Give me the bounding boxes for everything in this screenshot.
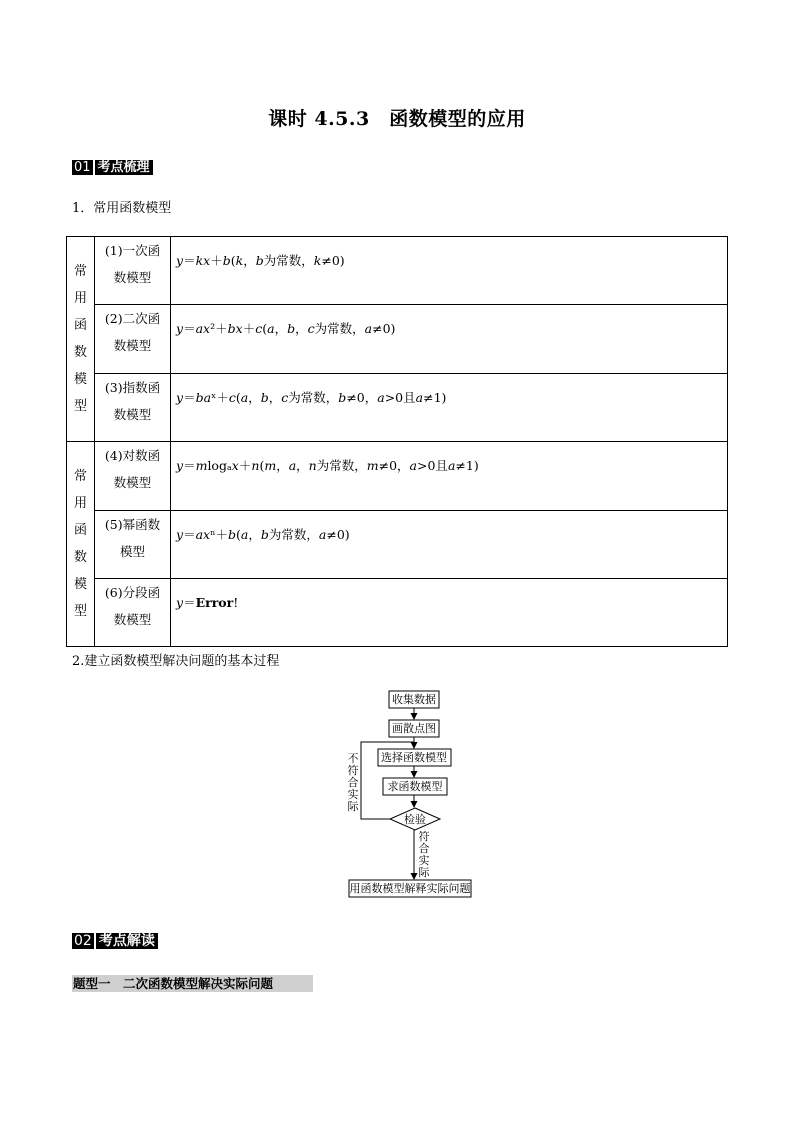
flow-label-not-fit: 不: [347, 752, 359, 765]
section-header-2: [72, 931, 158, 951]
flow-step-explain: 用函数模型解释实际问题: [349, 882, 471, 895]
flow-step-scatter-box: [389, 720, 439, 737]
flow-step-check-diamond: [390, 808, 440, 830]
flow-step-collect: 收集数据: [392, 693, 436, 706]
flow-step-explain-box: [349, 880, 471, 897]
flow-label-fit: 合: [418, 842, 430, 855]
subheading-common-models: 1．常用函数模型: [72, 201, 172, 216]
flow-label-not-fit: 符: [347, 764, 359, 777]
function-models-table: [66, 236, 728, 647]
flow-label-fit: 际: [418, 866, 430, 879]
section-label: 考点梳理: [95, 160, 153, 175]
flow-label-not-fit: 合: [347, 776, 359, 789]
section-number: 02: [74, 933, 92, 949]
flow-step-solve-box: [383, 778, 447, 795]
page-title: 课时 4.5.3 函数模型的应用: [268, 108, 526, 130]
flow-label-not-fit: 际: [347, 800, 359, 813]
flow-step-scatter: 画散点图: [392, 722, 436, 735]
section-header-1: [72, 159, 153, 176]
model-formula: y＝mlogₐx＋n(m，a，n为常数，m≠0，a>0且a≠1): [171, 442, 728, 511]
question-type-bar: 题型一 二次函数模型解决实际问题: [72, 975, 313, 992]
model-formula: y＝Error!: [171, 579, 728, 647]
group-label: 常 用 函 数 模 型: [73, 469, 87, 619]
model-name: (6)分段函数模型: [95, 579, 171, 647]
model-name: (5)幂函数模型: [95, 511, 171, 579]
model-name: (3)指数函数模型: [95, 374, 171, 442]
flow-step-choose-box: [378, 749, 451, 766]
group-label-cell: [67, 442, 95, 647]
model-name: (1)一次函数模型: [95, 237, 171, 305]
section-number: 01: [74, 160, 91, 175]
flow-step-check: 检验: [404, 813, 426, 826]
flow-label-not-fit: 实: [347, 788, 359, 801]
group-label-cell: [67, 237, 95, 442]
model-formula: y＝axⁿ＋b(a，b为常数，a≠0): [171, 511, 728, 579]
flow-step-solve: 求函数模型: [387, 780, 443, 793]
model-formula: y＝ax²＋bx＋c(a，b，c为常数，a≠0): [171, 305, 728, 374]
subheading-process: 2.建立函数模型解决问题的基本过程: [72, 654, 280, 669]
section-label: 考点解读: [96, 933, 158, 949]
model-name: (4)对数函数模型: [95, 442, 171, 511]
group-label: 常 用 函 数 模 型: [73, 264, 87, 414]
flow-label-fit: 符: [418, 830, 430, 843]
model-formula: y＝baˣ＋c(a，b，c为常数，b≠0，a>0且a≠1): [171, 374, 728, 442]
flow-step-choose: 选择函数模型: [381, 751, 447, 764]
model-name: (2)二次函数模型: [95, 305, 171, 374]
flow-step-collect-box: [389, 691, 439, 708]
model-formula: y＝kx＋b(k，b为常数，k≠0): [171, 237, 728, 305]
flow-label-fit: 实: [418, 854, 430, 867]
